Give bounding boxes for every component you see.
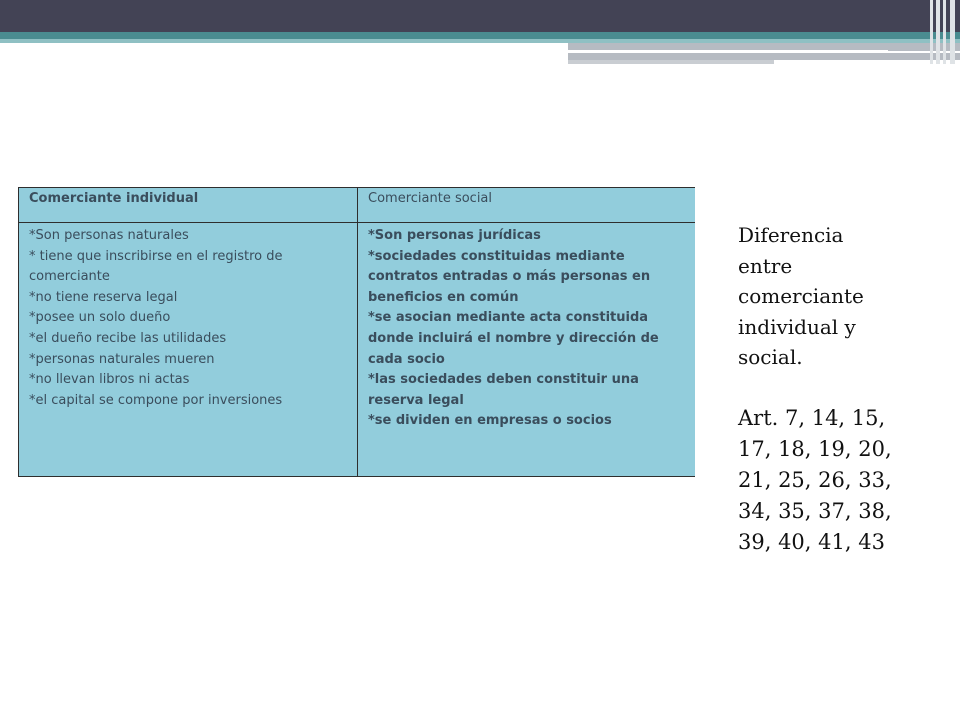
side-title-line: individual y — [738, 314, 856, 339]
side-title-line: comerciante — [738, 284, 864, 308]
list-item: beneficios en común — [368, 289, 519, 305]
article-references — [738, 403, 938, 559]
top-decor-gray-bar-short — [568, 60, 774, 64]
comparison-table — [18, 187, 695, 477]
list-item: *las sociedades deben constituir una — [368, 372, 639, 388]
list-item: *posee un solo dueño — [29, 310, 171, 326]
side-title-line: Diferencia — [738, 223, 844, 247]
side-title-line: entre — [738, 253, 793, 278]
list-item: reserva legal — [368, 392, 464, 408]
article-line: 34, 35, 37, 38, — [738, 499, 892, 524]
social-cell — [358, 223, 696, 477]
side-title — [738, 220, 938, 373]
list-item: contratos entradas o más personas en — [368, 269, 651, 285]
side-text-box — [738, 220, 938, 559]
list-item: comerciante — [29, 269, 110, 285]
list-item: *se asocian mediante acta constituida — [368, 310, 649, 326]
individual-cell — [19, 223, 358, 477]
list-item: *se dividen en empresas o socios — [368, 413, 612, 429]
list-item: *el dueño recibe las utilidades — [29, 330, 227, 346]
article-line: 17, 18, 19, 20, — [738, 436, 892, 461]
list-item: *sociedades constituidas mediante — [368, 248, 625, 264]
list-item: *personas naturales mueren — [29, 351, 215, 367]
list-item: cada socio — [368, 351, 445, 367]
article-line: Art. 7, 14, 15, — [738, 405, 886, 430]
article-line: 39, 40, 41, 43 — [738, 530, 885, 555]
list-item: *no llevan libros ni actas — [29, 372, 190, 388]
side-title-line: social. — [738, 345, 803, 369]
top-decor-vertical-stripes — [928, 0, 960, 64]
top-decor-teal-stripe — [0, 32, 960, 39]
article-line: 21, 25, 26, 33, — [738, 467, 892, 492]
table-row — [19, 223, 696, 477]
header-individual: Comerciante individual — [19, 188, 358, 223]
list-item: *Son personas naturales — [29, 228, 189, 243]
list-item: * tiene que inscribirse en el registro de — [29, 248, 283, 264]
list-item: *no tiene reserva legal — [29, 289, 178, 305]
top-decor-bar — [0, 0, 960, 32]
list-item: *el capital se compone por inversiones — [29, 392, 283, 408]
header-social: Comerciante social — [358, 188, 696, 223]
list-item: *Son personas jurídicas — [368, 228, 541, 243]
table-header-row — [19, 188, 696, 223]
comparison-table-image — [18, 187, 695, 477]
list-item: donde incluirá el nombre y dirección de — [368, 330, 659, 346]
